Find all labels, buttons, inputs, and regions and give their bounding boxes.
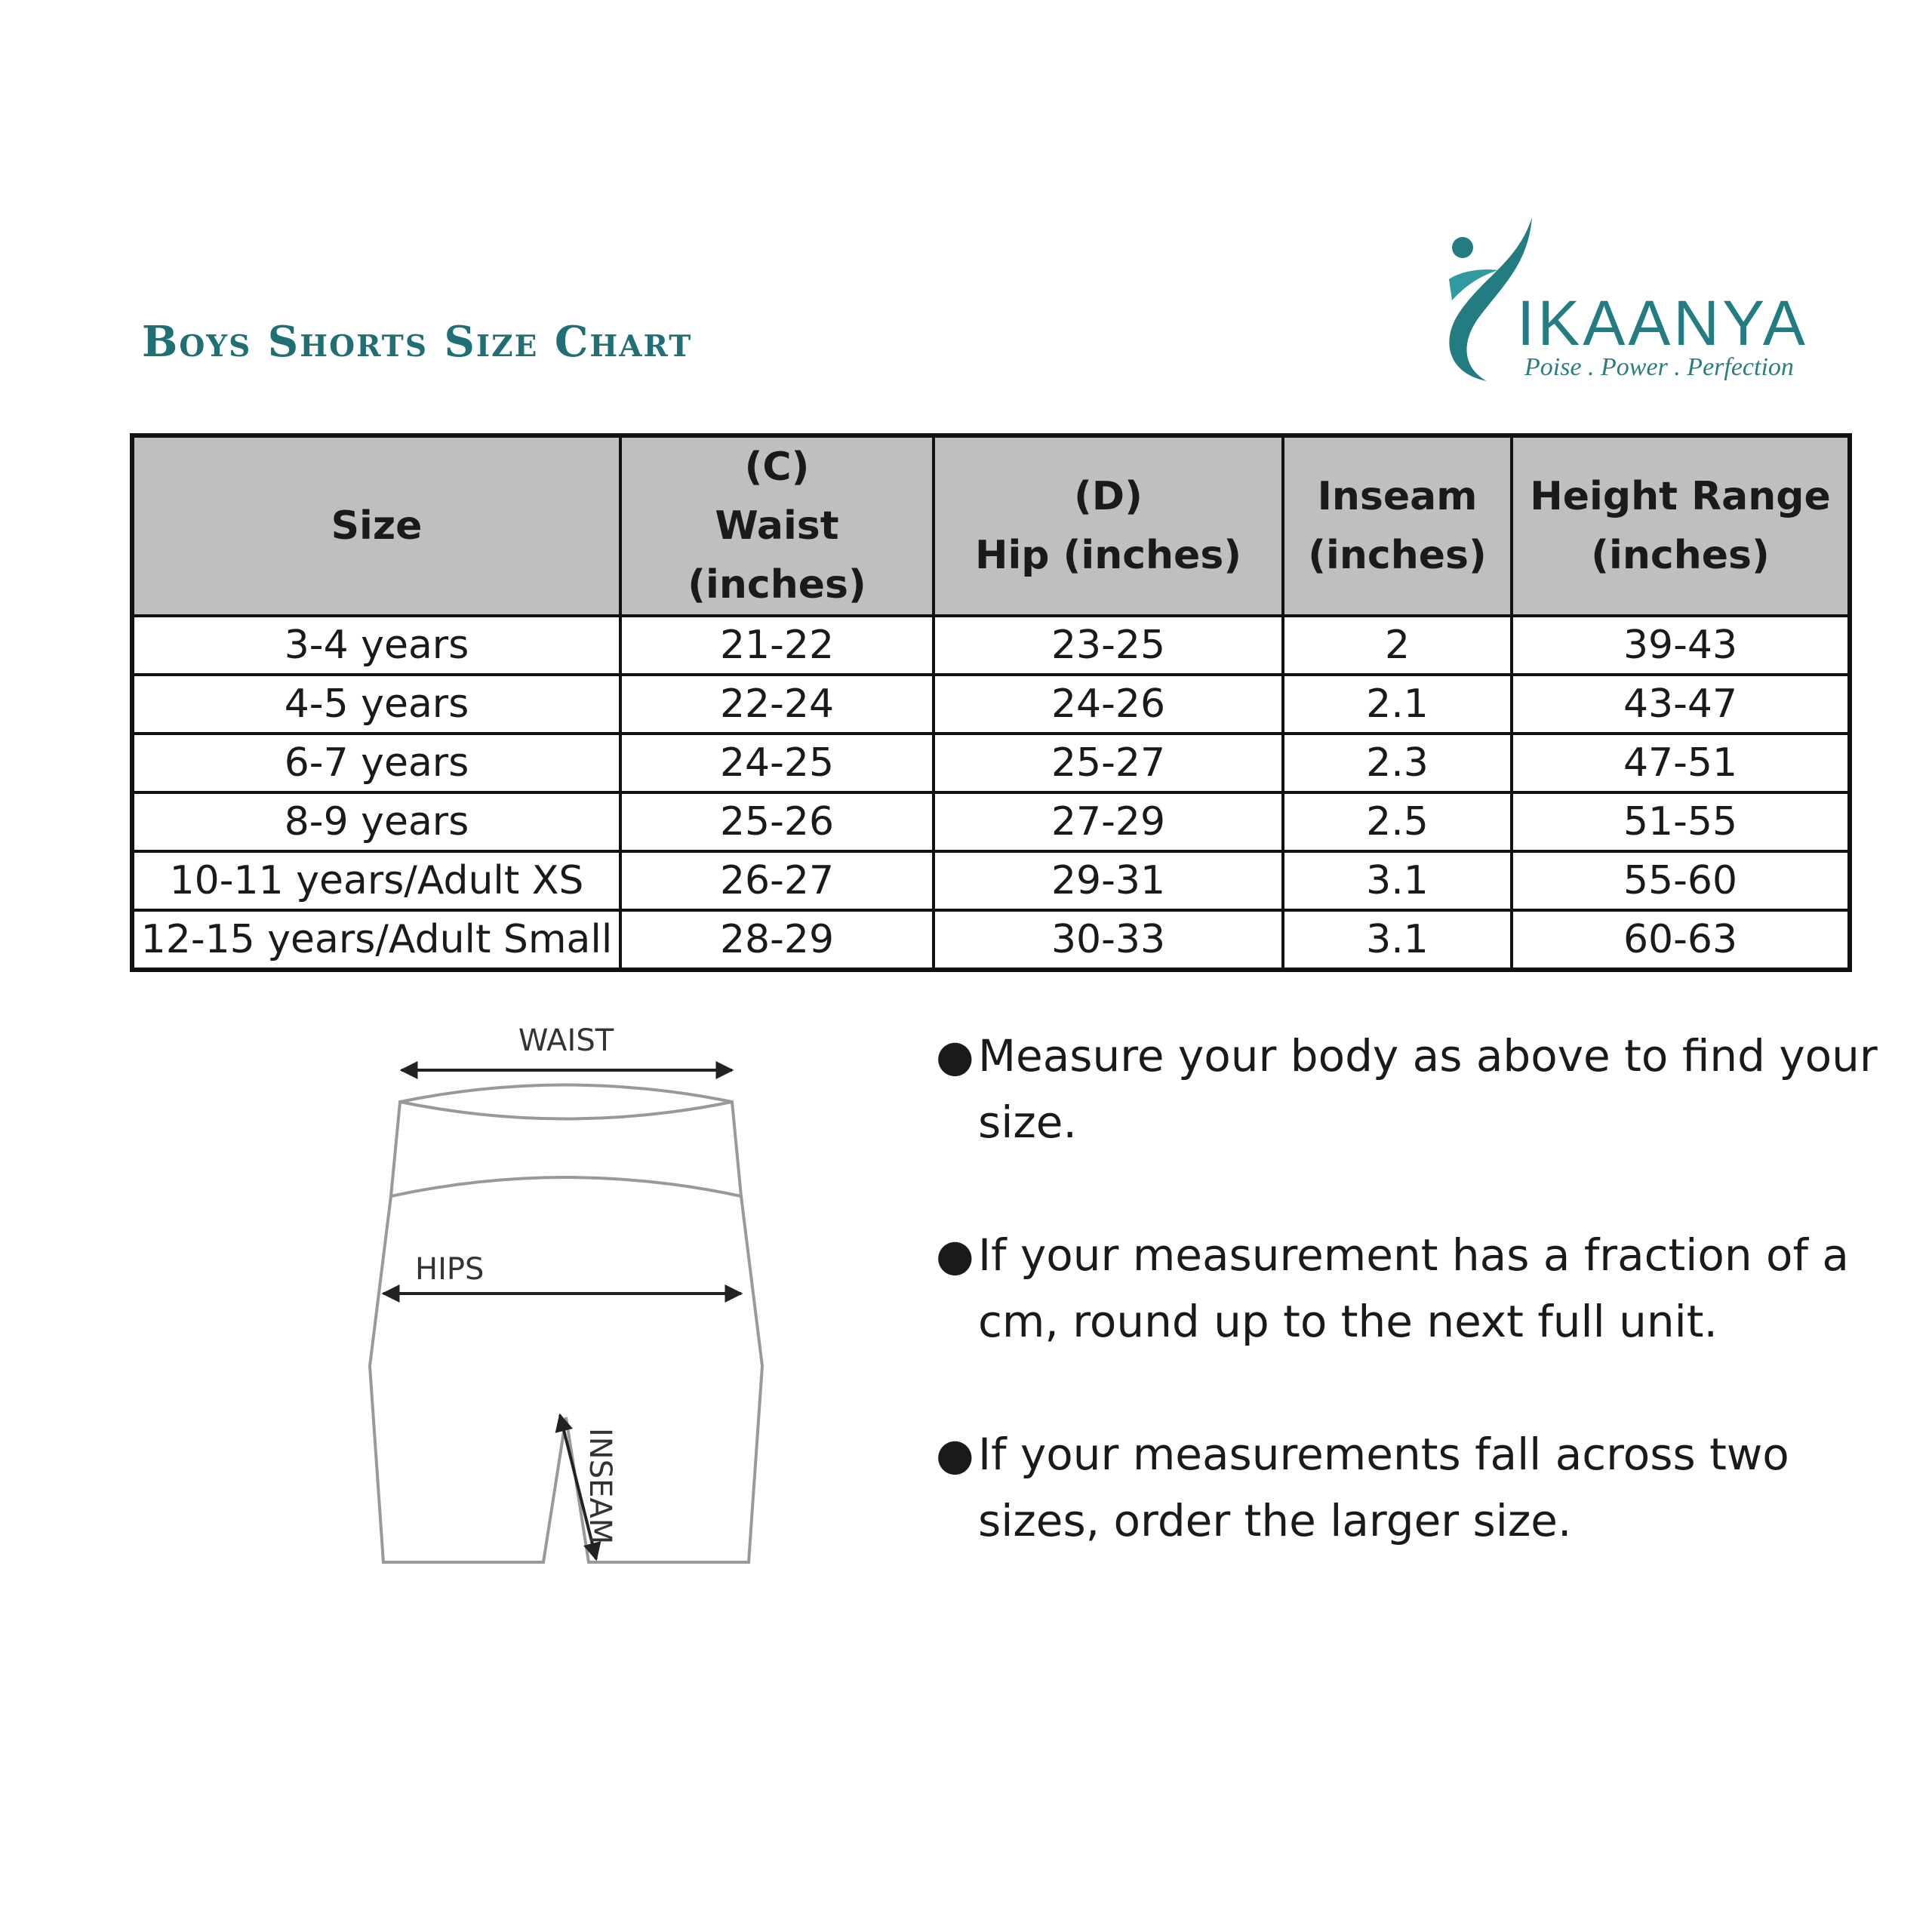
note-item (936, 1421, 1887, 1554)
header-line: (D) (1074, 474, 1143, 519)
cell-size: 4-5 years (132, 675, 620, 734)
cell-size: 6-7 years (132, 734, 620, 792)
bullet-icon: ● (936, 1030, 974, 1081)
note-text: If your measurements fall across two sizes, order the larger size. (978, 1429, 1789, 1546)
waistband-outline (391, 1085, 741, 1197)
header-waist (620, 435, 934, 616)
table-row (132, 734, 1850, 792)
header-hip (934, 435, 1283, 616)
note-text: If your measurement has a fraction of a cm, round up to the next full unit. (978, 1229, 1849, 1347)
brand-name: IKAANYA (1517, 288, 1808, 358)
note-item (936, 1222, 1887, 1355)
bullet-icon: ● (936, 1429, 974, 1480)
bullet-icon: ● (936, 1229, 974, 1281)
cell-size: 3-4 years (132, 616, 620, 675)
brand-tagline: Poise . Power . Perfection (1524, 353, 1794, 381)
waist-label: WAIST (518, 1023, 614, 1058)
cell-hip: 27-29 (934, 792, 1283, 851)
header-line: (C) (744, 445, 810, 490)
table-row (132, 792, 1850, 851)
cell-waist: 21-22 (620, 616, 934, 675)
cell-waist: 24-25 (620, 734, 934, 792)
cell-hip: 30-33 (934, 910, 1283, 970)
header-line: Hip (inches) (974, 533, 1242, 578)
cell-height: 47-51 (1512, 734, 1850, 792)
table-row (132, 851, 1850, 910)
cell-size: 8-9 years (132, 792, 620, 851)
header-line: (inches) (1308, 533, 1487, 578)
brand-logo (1426, 211, 1819, 392)
header-inseam (1283, 435, 1512, 616)
table-row (132, 910, 1850, 970)
cell-waist: 26-27 (620, 851, 934, 910)
cell-height: 43-47 (1512, 675, 1850, 734)
measurement-notes (936, 1023, 1887, 1620)
header-line: Height Range (1530, 474, 1831, 519)
note-text: Measure your body as above to find your size. (978, 1030, 1878, 1148)
cell-waist: 28-29 (620, 910, 934, 970)
cell-waist: 22-24 (620, 675, 934, 734)
cell-height: 51-55 (1512, 792, 1850, 851)
note-item (936, 1023, 1887, 1155)
cell-inseam: 2.3 (1283, 734, 1512, 792)
cell-inseam: 2 (1283, 616, 1512, 675)
header-height-range (1512, 435, 1850, 616)
cell-size: 12-15 years/Adult Small (132, 910, 620, 970)
cell-inseam: 3.1 (1283, 910, 1512, 970)
header-size (132, 435, 620, 616)
cell-waist: 25-26 (620, 792, 934, 851)
cell-inseam: 2.5 (1283, 792, 1512, 851)
page-title: Boys Shorts Size Chart (142, 317, 693, 367)
cell-hip: 24-26 (934, 675, 1283, 734)
cell-hip: 29-31 (934, 851, 1283, 910)
shorts-outline (370, 1196, 762, 1562)
header-line: Size (331, 503, 423, 549)
header-line: Waist (inches) (688, 503, 866, 608)
cell-height: 39-43 (1512, 616, 1850, 675)
cell-inseam: 2.1 (1283, 675, 1512, 734)
cell-hip: 23-25 (934, 616, 1283, 675)
header-line: (inches) (1591, 533, 1770, 578)
header-line: Inseam (1317, 474, 1478, 519)
shorts-measurement-diagram (340, 1004, 792, 1592)
table-row (132, 675, 1850, 734)
cell-inseam: 3.1 (1283, 851, 1512, 910)
inseam-label: INSEAM (583, 1428, 617, 1545)
cell-height: 60-63 (1512, 910, 1850, 970)
cell-hip: 25-27 (934, 734, 1283, 792)
waistband-fold (400, 1102, 732, 1119)
cell-height: 55-60 (1512, 851, 1850, 910)
cell-size: 10-11 years/Adult XS (132, 851, 620, 910)
table-header-row (132, 435, 1850, 616)
table-row (132, 616, 1850, 675)
size-chart-table (130, 433, 1852, 972)
hips-label: HIPS (415, 1252, 485, 1287)
